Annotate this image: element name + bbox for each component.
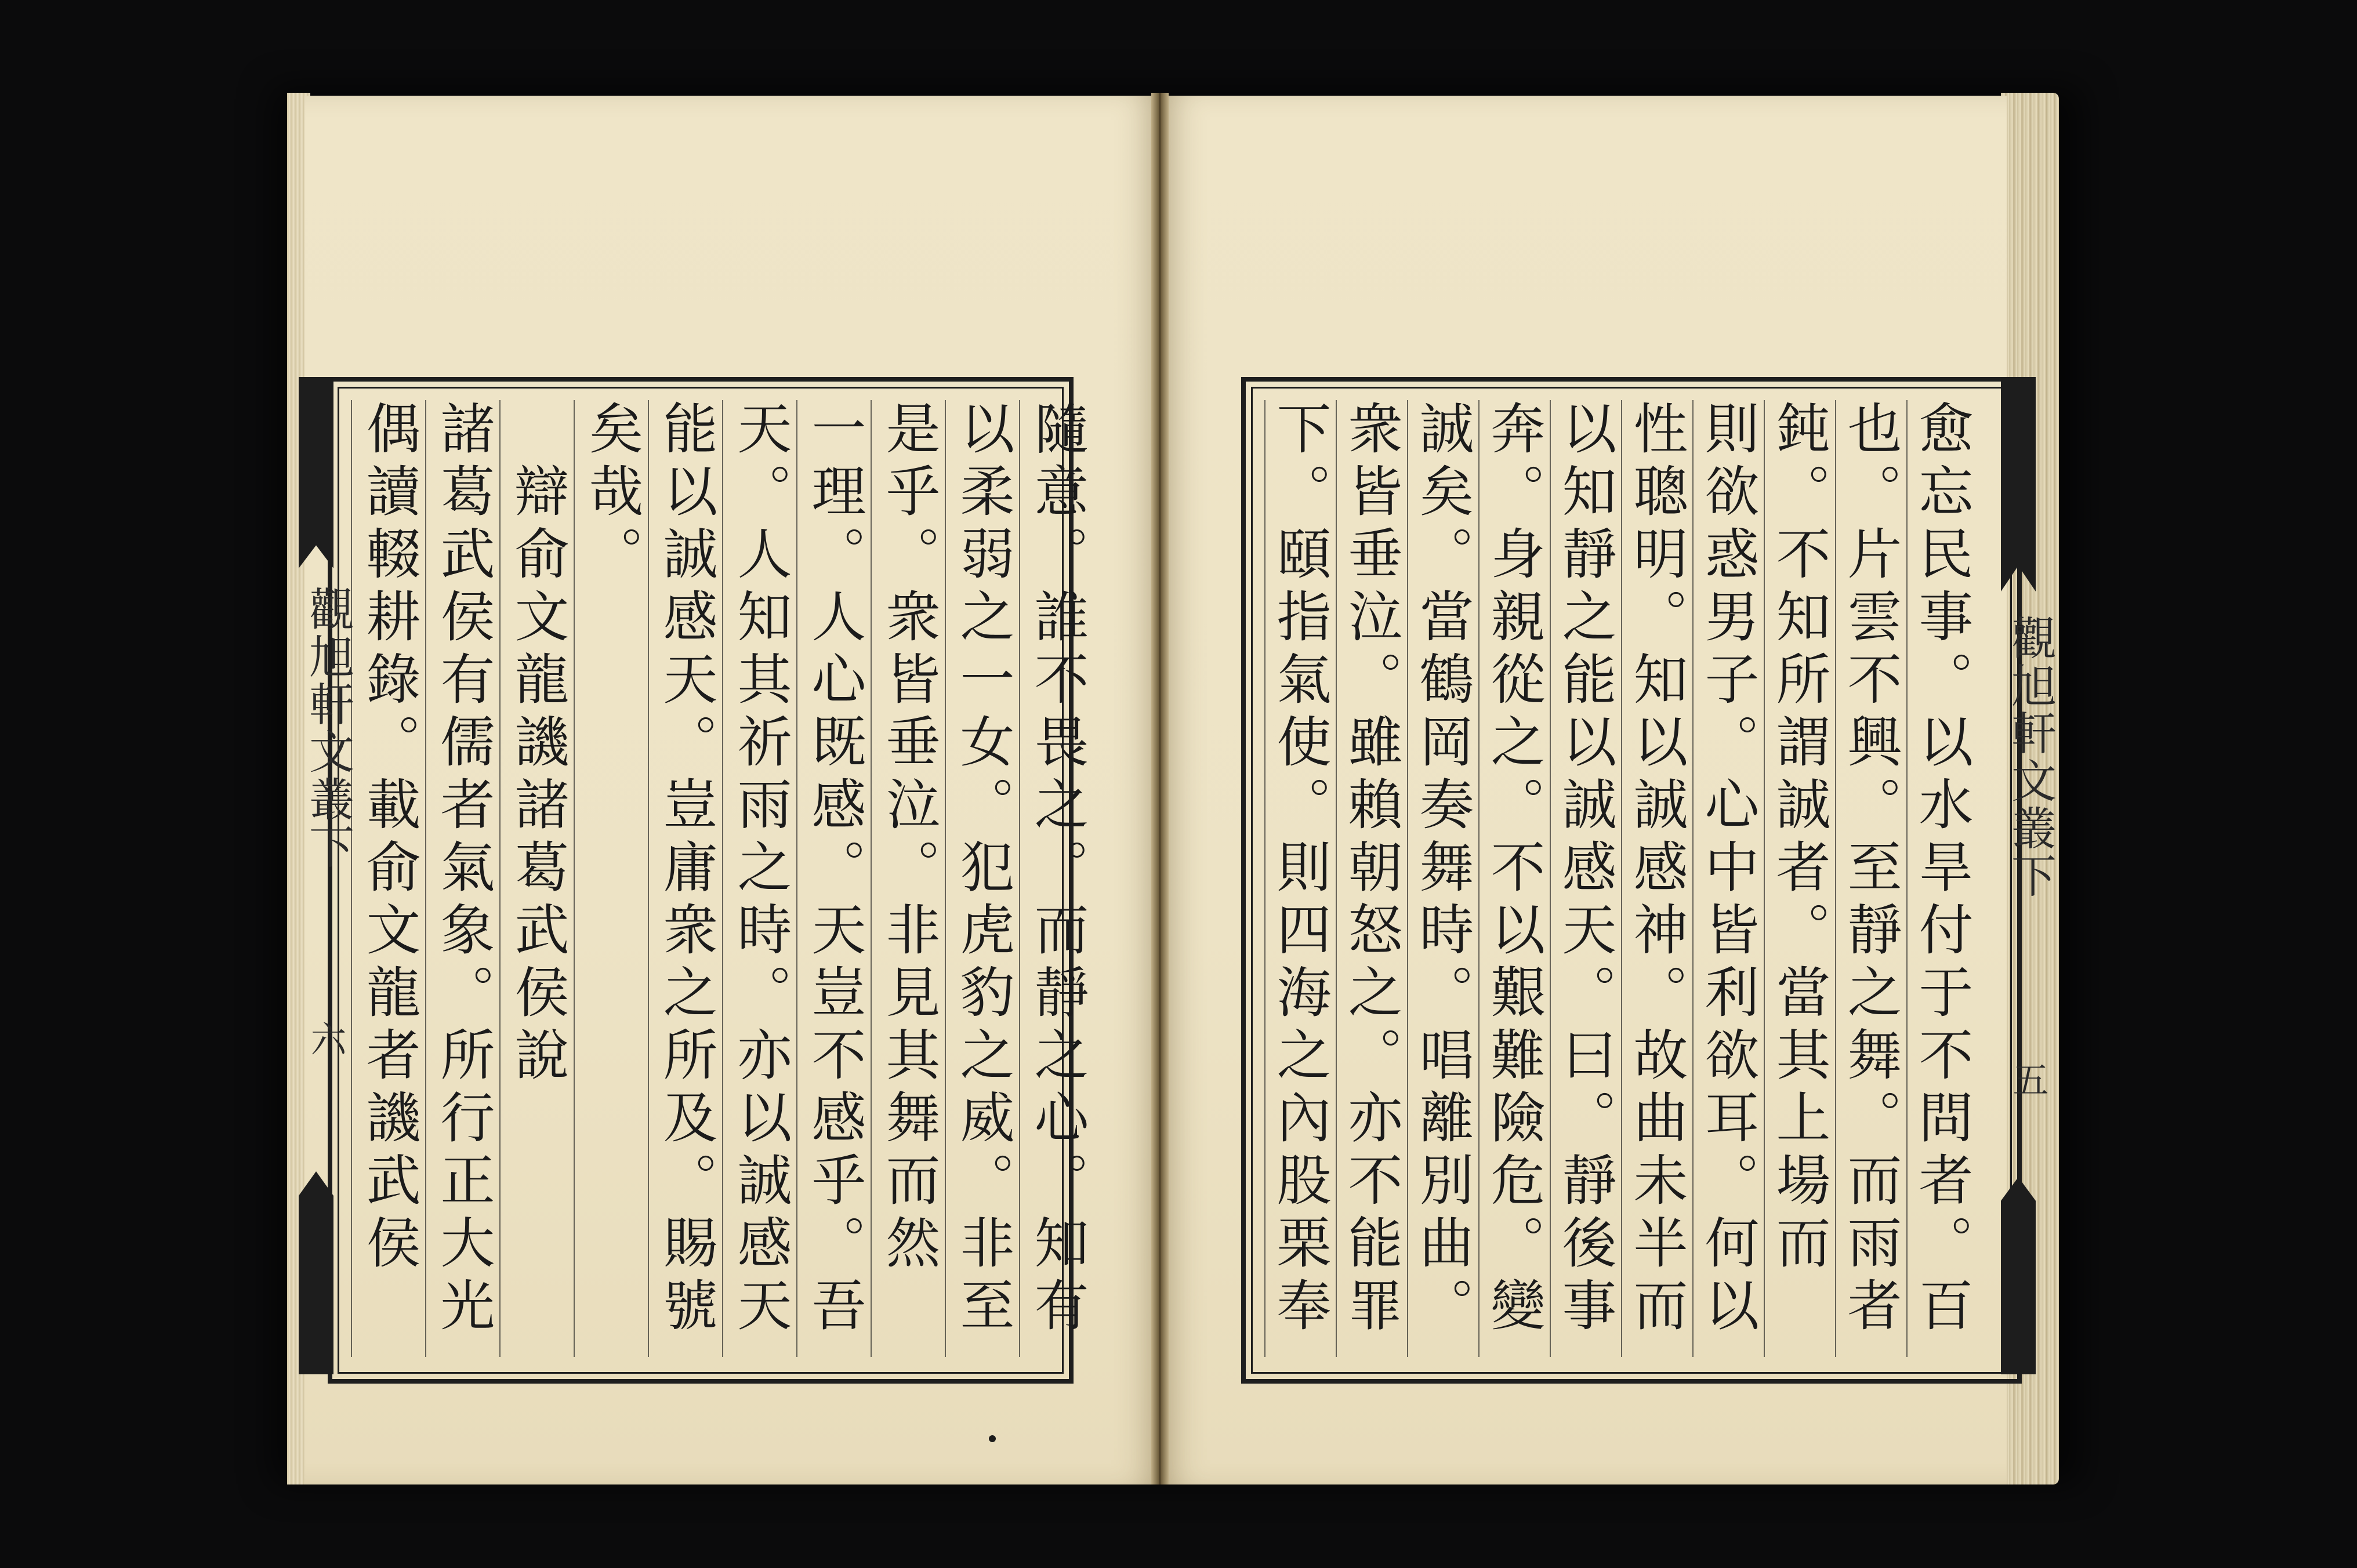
fish-tail-mark (2001, 1177, 2036, 1374)
text-column: 矣哉。 (574, 400, 648, 1357)
text-column: 性聰明。知以誠感神。故曲未半而 (1621, 400, 1692, 1357)
book-gutter (1151, 93, 1169, 1484)
text-column: 以知靜之能以誠感天。曰。靜後事 (1550, 400, 1621, 1357)
right-banxin (1995, 377, 2056, 1374)
text-column: 奔。身親從之。不以艱難險危。變 (1478, 400, 1550, 1357)
left-page-text (345, 400, 1093, 1357)
text-column: 下。頤指氣使。則四海之內股栗奉 (1264, 400, 1336, 1357)
text-column: 天。人知其祈雨之時。亦以誠感天 (722, 400, 796, 1357)
text-column: 鈍。不知所謂誠者。當其上場而 (1764, 400, 1835, 1357)
text-column: 能以誠感天。豈庸衆之所及。賜號 (648, 400, 722, 1357)
running-title: 觀旭軒文叢下 (2004, 615, 2056, 900)
text-column: 一理。人心既感。天豈不感乎。吾 (796, 400, 871, 1357)
text-column: 偶讀輟耕錄。載俞文龍者譏武侯 (351, 400, 425, 1357)
right-page-text (1264, 400, 1978, 1357)
text-column: 則欲惑男子。心中皆利欲耳。何以 (1692, 400, 1764, 1357)
text-column: 諸葛武侯有儒者氣象。所行正大光 (425, 400, 499, 1357)
text-column: 隨意。誰不畏之。而靜之心。知有 (1019, 400, 1093, 1357)
section-heading: 辯俞文龍譏諸葛武侯說 (499, 400, 574, 1357)
running-title: 觀旭軒文叢下 (302, 586, 354, 871)
ink-speck (989, 1435, 996, 1442)
fish-tail-mark (299, 377, 333, 568)
fish-tail-mark (299, 1171, 333, 1374)
text-column: 也。片雲不興。至靜之舞。而雨者 (1835, 400, 1906, 1357)
folio-number: 六 (304, 1021, 347, 1057)
text-column: 愈忘民事。以水旱付于不問者。百 (1906, 400, 1978, 1357)
fish-tail-mark (2001, 377, 2036, 591)
folio-number: 五 (2007, 1061, 2049, 1097)
left-banxin (293, 377, 354, 1374)
text-column: 誠矣。當鶴岡奏舞時。唱離別曲。 (1407, 400, 1478, 1357)
text-column: 衆皆垂泣。雖賴朝怒之。亦不能罪 (1336, 400, 1407, 1357)
text-column: 是乎。衆皆垂泣。非見其舞而然 (871, 400, 945, 1357)
text-column: 以柔弱之一女。犯虎豹之威。非至 (945, 400, 1019, 1357)
